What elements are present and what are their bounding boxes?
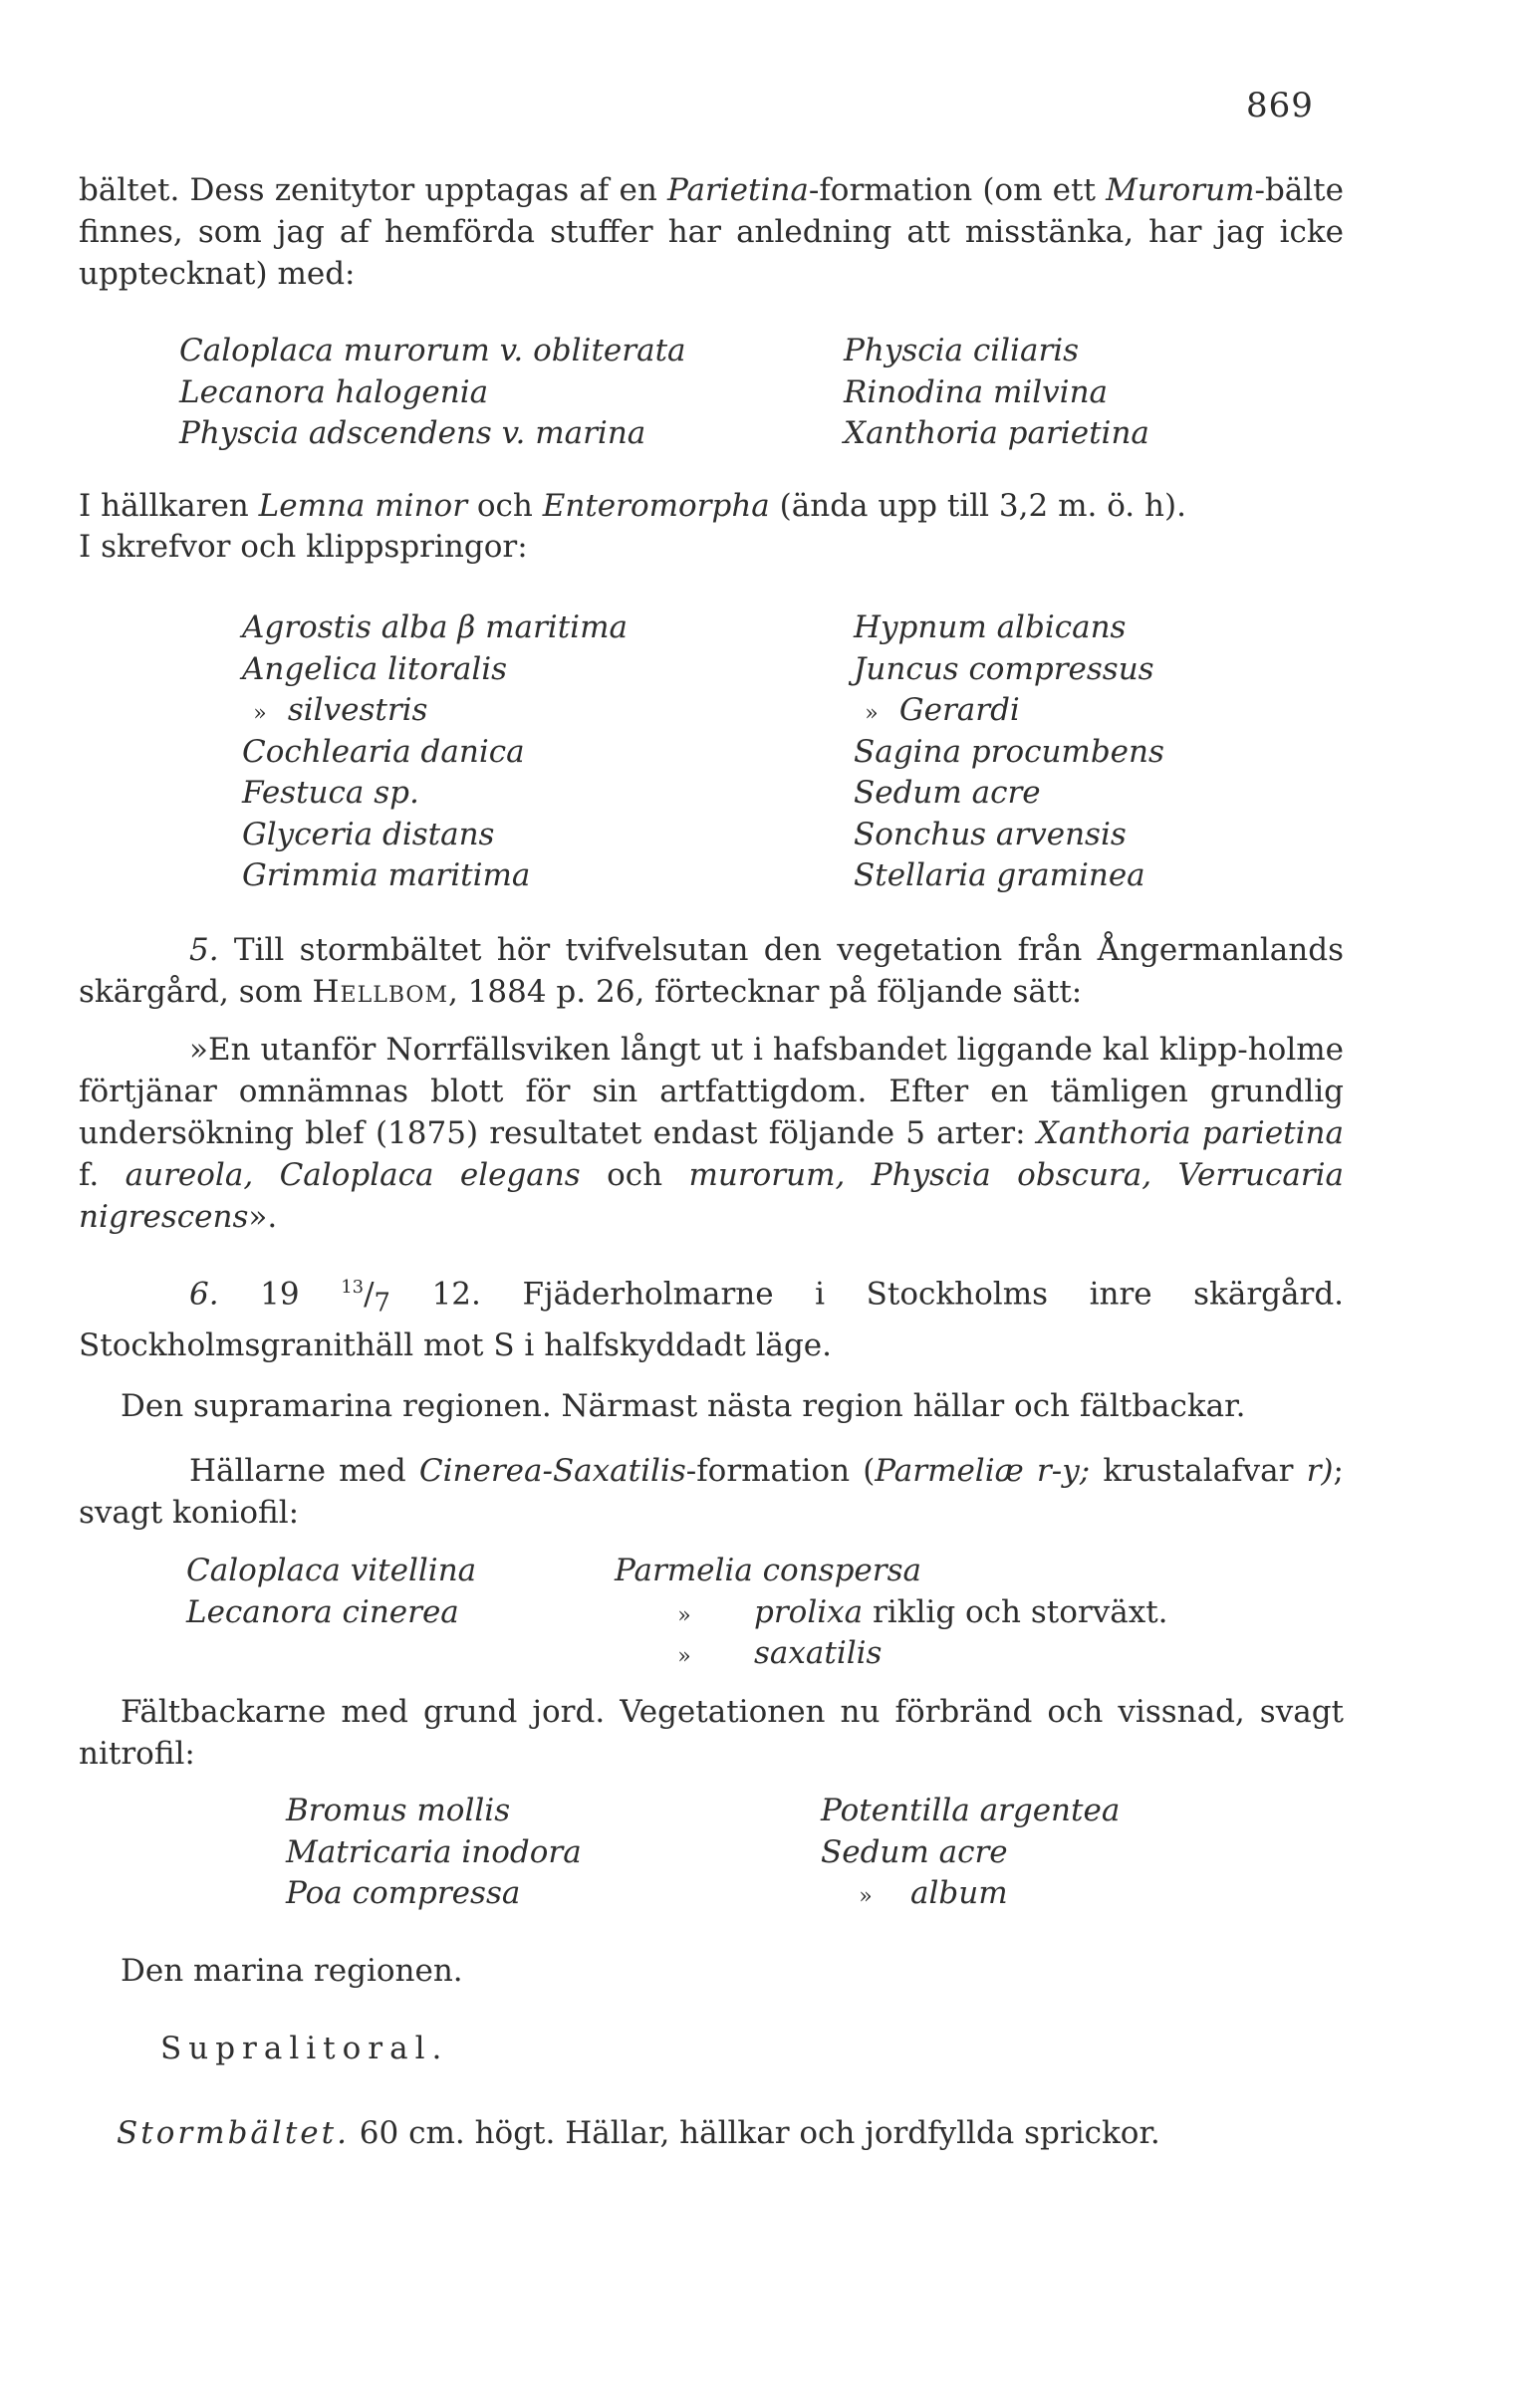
ditto-mark: »	[253, 701, 267, 726]
section-5-paragraph: 5. Till stormbältet hör tvifvelsutan den vegetation från Ångermanlands skärgård, som Hellbom, 1884 p. 26, förtecknar på följande sätt:	[79, 932, 1344, 1010]
list-item: Caloplaca murorum v. obliterata	[179, 333, 686, 368]
species-list-4-right	[821, 1791, 1120, 1915]
page-number: 869	[1246, 86, 1314, 125]
supralitoral-heading: Supralitoral.	[160, 2031, 449, 2066]
list-item: Sedum acre	[854, 775, 1041, 811]
ditto-mark: »	[859, 1884, 873, 1909]
list-item: Potentilla argentea	[821, 1793, 1121, 1828]
list-item: Festuca sp.	[242, 775, 419, 811]
list-item: Matricaria inodora	[286, 1833, 582, 1870]
species-list-4-left	[286, 1791, 582, 1915]
ditto-mark: »	[677, 1602, 691, 1628]
species-list-2-left	[242, 607, 628, 897]
faltbackarne-paragraph: Fältbackarne med grund jord. Vegetationen nu förbränd och vissnad, svagt nitrofil:	[79, 1694, 1344, 1772]
list-item: » prolixa riklig och storväxt.	[615, 1592, 1168, 1634]
species-list-1-right	[844, 331, 1149, 455]
list-item: Physcia adscendens v. marina	[179, 415, 646, 451]
section-6-paragraph: 6. 19 $^{13}/_7$ 12. Fjäderholmarne i Stockholms inre skärgård. Stockholmsgranithäll mot S i halfskyddadt läge.	[79, 1276, 1345, 1363]
list-item: Juncus compressus	[854, 650, 1154, 687]
list-item: Caloplaca vitellina	[186, 1553, 477, 1588]
list-item: » album	[821, 1873, 1120, 1915]
list-item: Sonchus arvensis	[854, 816, 1127, 852]
list-item: Sedum acre	[821, 1833, 1008, 1870]
list-item: Physcia ciliaris	[844, 333, 1080, 368]
species-list-3-left	[186, 1551, 476, 1633]
intro-paragraph: bältet. Dess zenitytor upptagas af en Parietina-formation (om ett Murorum-bälte finnes, som jag af hemförda stuffer har anledning att misstänka, har jag icke upptecknat) med:	[79, 172, 1344, 292]
quote-paragraph: »En utanför Norrfällsviken långt ut i hafsbandet liggande kal klipp-holme förtjänar omnämnas blott för sin artfattigdom. Efter en tämligen grundlig undersökning blef (1875) resultatet endast följande 5 arter: Xanthoria parietina f. aureola, Caloplaca elegans och murorum, Physcia obscura, Verrucaria nigrescens».	[79, 1032, 1345, 1235]
species-list-1-left	[179, 331, 686, 455]
list-item: Hypnum albicans	[854, 609, 1127, 645]
list-item: Parmelia conspersa	[615, 1553, 921, 1588]
list-item: Bromus mollis	[286, 1793, 511, 1828]
list-item: Grimmia maritima	[242, 857, 531, 893]
list-item: Glyceria distans	[242, 816, 495, 852]
list-item: Lecanora halogenia	[179, 373, 489, 410]
species-list-2-right	[854, 607, 1164, 897]
list-item: » silvestris	[242, 690, 628, 732]
marina-heading: Den marina regionen.	[121, 1953, 463, 1989]
hallkar-line: I hällkaren Lemna minor och Enteromorpha (ända upp till 3,2 m. ö. h).	[79, 488, 1186, 524]
stormbaltet-line: Stormbältet. 60 cm. högt. Hällar, hällkar och jordfyllda sprickor.	[117, 2115, 1160, 2151]
list-item: Angelica litoralis	[242, 650, 508, 687]
list-item: Xanthoria parietina	[844, 415, 1149, 451]
list-item: » saxatilis	[615, 1633, 1168, 1675]
list-item: Cochlearia danica	[242, 733, 525, 770]
list-item: Sagina procumbens	[854, 733, 1164, 770]
supramarina-heading: Den supramarina regionen. Närmast nästa region hällar och fältbackar.	[121, 1388, 1246, 1424]
skrefvor-line: I skrefvor och klippspringor:	[79, 529, 528, 565]
hallarne-paragraph: Hällarne med Cinerea-Saxatilis-formation (Parmeliæ r-y; krustalafvar r); svagt koniofil:	[79, 1453, 1344, 1531]
ditto-mark: »	[865, 701, 879, 726]
list-item: Poa compressa	[286, 1875, 521, 1911]
ditto-mark: »	[677, 1644, 691, 1669]
list-item: Agrostis alba β maritima	[242, 609, 628, 645]
list-item: Rinodina milvina	[844, 373, 1109, 410]
list-item: Stellaria graminea	[854, 857, 1145, 893]
species-list-3-right	[615, 1551, 1168, 1675]
list-item: » Gerardi	[854, 690, 1164, 732]
list-item: Lecanora cinerea	[186, 1593, 459, 1630]
